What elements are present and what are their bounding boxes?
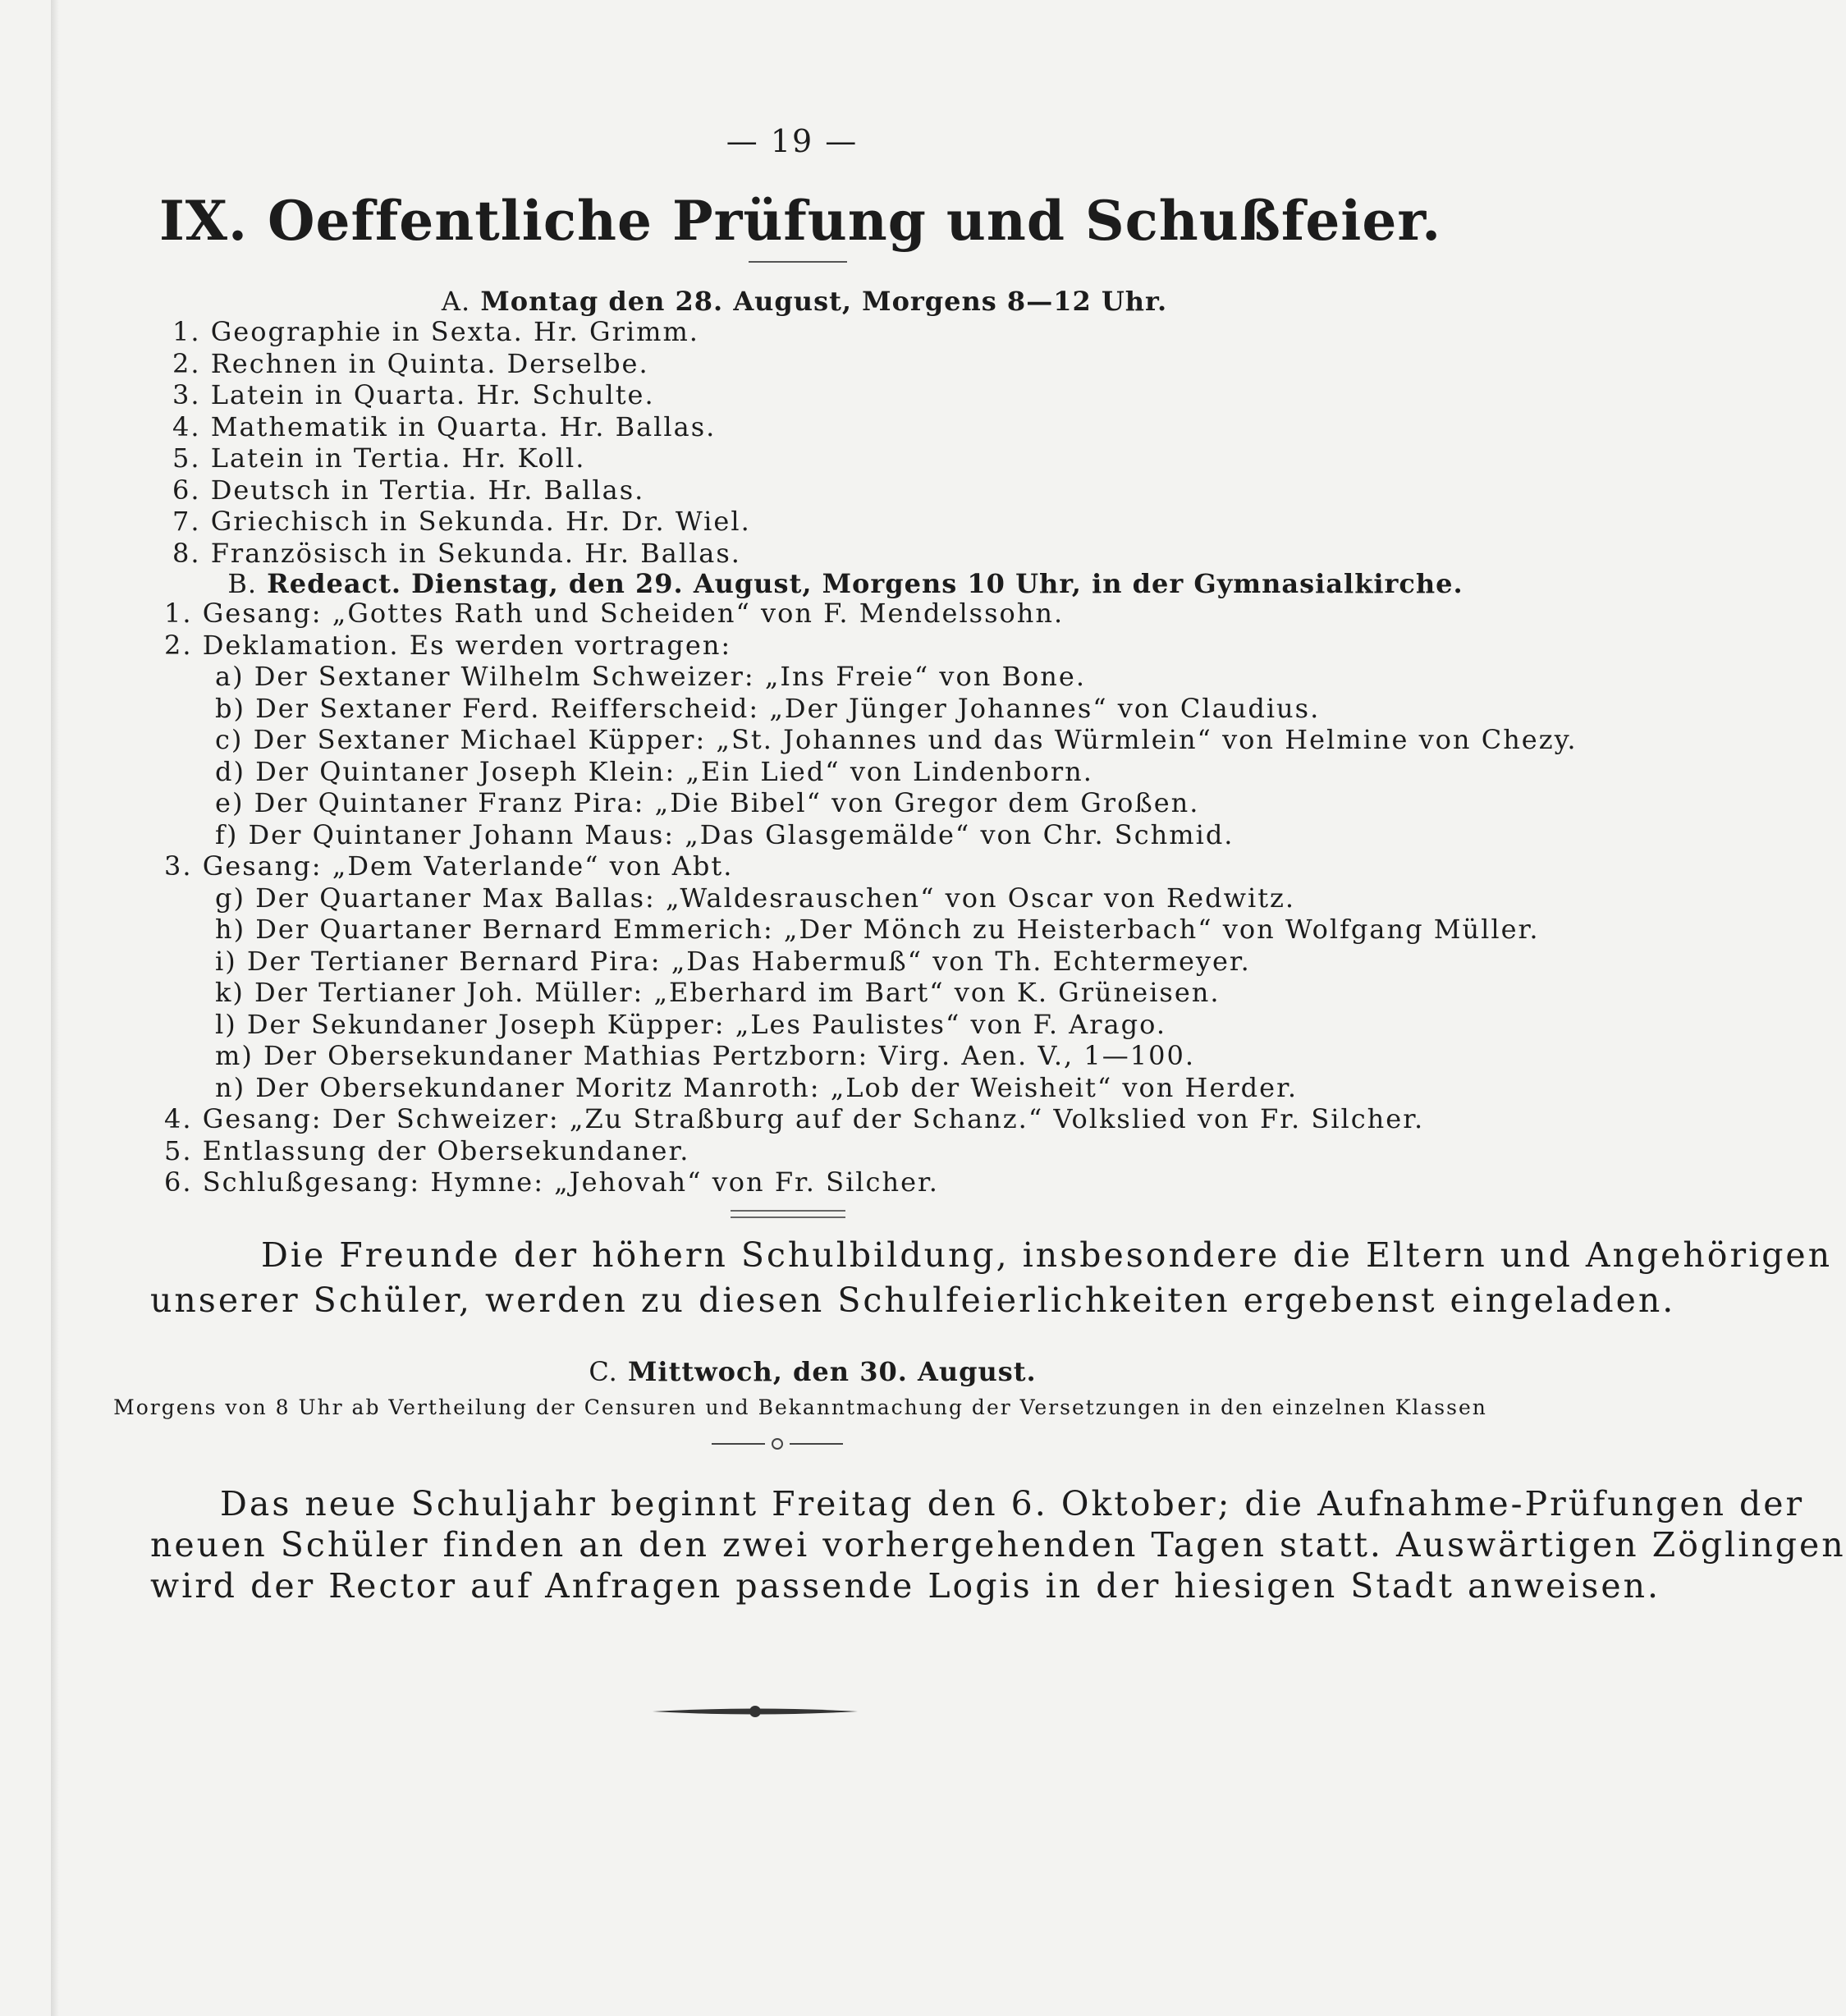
list-item xyxy=(172,316,699,347)
invitation-line-1: Die Freunde der höhern Schulbildung, insbesondere die Eltern und Angehörigen xyxy=(261,1235,1833,1275)
end-ornament xyxy=(648,1699,862,1724)
list-item-text: Deutsch in Tertia. Hr. Ballas. xyxy=(210,474,645,506)
list-item-number: 8. xyxy=(172,537,201,569)
list-item-number: 3. xyxy=(164,850,193,882)
list-item-text: Latein in Quarta. Hr. Schulte. xyxy=(210,379,655,410)
list-item-text: Der Sextaner Wilhelm Schweizer: „Ins Freie“ von Bone. xyxy=(254,661,1086,692)
list-item-number: n) xyxy=(215,1071,246,1103)
list-item-text: Der Quartaner Bernard Emmerich: „Der Mönch zu Heisterbach“ von Wolfgang Müller. xyxy=(255,914,1540,945)
closing-line-3: wird der Rector auf Anfragen passende Logis in der hiesigen Stadt anweisen. xyxy=(150,1566,1661,1606)
list-item xyxy=(215,693,1320,724)
list-item-number: 4. xyxy=(164,1103,193,1134)
list-item xyxy=(164,598,1064,629)
list-item xyxy=(164,1166,939,1198)
list-item-text: Gesang: „Dem Vaterlande“ von Abt. xyxy=(202,850,734,882)
title-rule xyxy=(749,261,847,263)
list-item xyxy=(215,724,1578,755)
list-item xyxy=(172,348,649,379)
list-item-text: Französisch in Sekunda. Hr. Ballas. xyxy=(210,537,741,569)
list-item-text: Der Quintaner Franz Pira: „Die Bibel“ von Gregor dem Großen. xyxy=(254,787,1200,818)
list-item-text: Der Tertianer Bernard Pira: „Das Habermuß“ von Th. Echtermeyer. xyxy=(246,945,1251,977)
list-item-number: k) xyxy=(215,977,245,1008)
list-item-number: e) xyxy=(215,787,245,818)
list-item-text: Entlassung der Obersekundaner. xyxy=(202,1134,690,1166)
list-item xyxy=(215,977,1221,1008)
list-item xyxy=(215,1072,1298,1103)
section-b-letter: B. xyxy=(227,568,258,599)
list-item-number: i) xyxy=(215,945,237,977)
list-item-number: 4. xyxy=(172,410,201,442)
list-item xyxy=(215,946,1251,977)
list-item-text: Gesang: „Gottes Rath und Scheiden“ von F. Mendelssohn. xyxy=(202,598,1065,629)
list-item-number: 7. xyxy=(172,506,201,537)
list-item-text: Griechisch in Sekunda. Hr. Dr. Wiel. xyxy=(210,506,751,537)
section-c-heading xyxy=(0,1356,1625,1387)
closing-line-2: neuen Schüler finden an den zwei vorhergehenden Tagen statt. Auswärtigen Zöglingen xyxy=(150,1525,1846,1565)
list-item-number: 5. xyxy=(164,1134,193,1166)
list-item xyxy=(215,1040,1195,1071)
list-item-text: Rechnen in Quinta. Derselbe. xyxy=(210,347,649,379)
list-item-text: Latein in Tertia. Hr. Koll. xyxy=(210,442,586,474)
invitation-line-2: unserer Schüler, werden zu diesen Schulfeierlichkeiten ergebenst eingeladen. xyxy=(150,1281,1676,1320)
list-item xyxy=(215,914,1539,945)
list-item-text: Gesang: Der Schweizer: „Zu Straßburg auf der Schanz.“ Volkslied von Fr. Silcher. xyxy=(202,1103,1425,1134)
list-item-number: 6. xyxy=(164,1166,193,1198)
list-item-number: 2. xyxy=(164,629,193,661)
section-title: IX. Oeffentliche Prüfung und Schußfeier. xyxy=(158,189,1442,253)
list-item-number: d) xyxy=(215,755,245,787)
list-item xyxy=(215,787,1199,818)
section-c-text: Morgens von 8 Uhr ab Vertheilung der Censuren und Bekanntmachung der Versetzungen in den einzelnen Klassen xyxy=(113,1395,1487,1419)
section-a-letter: A. xyxy=(441,286,471,317)
list-item-text: Der Tertianer Joh. Müller: „Eberhard im Bart“ von K. Grüneisen. xyxy=(254,977,1221,1008)
list-item xyxy=(172,442,585,474)
list-item-number: 5. xyxy=(172,442,201,474)
section-c-letter: C. xyxy=(589,1356,618,1387)
section-c-heading-text: Mittwoch, den 30. August. xyxy=(627,1356,1037,1387)
ornament-divider xyxy=(708,1435,847,1453)
list-item xyxy=(215,1009,1166,1040)
closing-line-1: Das neue Schuljahr beginnt Freitag den 6. Oktober; die Aufnahme-Prüfungen der xyxy=(220,1484,1805,1523)
list-item-text: Der Sextaner Ferd. Reifferscheid: „Der Jünger Johannes“ von Claudius. xyxy=(255,692,1321,724)
section-b-heading-text: Redeact. Dienstag, den 29. August, Morgens 10 Uhr, in der Gymnasialkirche. xyxy=(267,568,1464,599)
list-item xyxy=(172,411,716,442)
list-item-number: 3. xyxy=(172,379,201,410)
section-a-heading xyxy=(0,286,1609,317)
list-item-text: Der Quintaner Johann Maus: „Das Glasgemälde“ von Chr. Schmid. xyxy=(248,818,1234,850)
list-item xyxy=(215,882,1295,914)
list-item xyxy=(172,474,644,506)
list-item xyxy=(164,850,733,882)
list-item-number: 2. xyxy=(172,347,201,379)
list-item-number: 6. xyxy=(172,474,201,506)
list-item xyxy=(215,661,1086,692)
list-item-number: 1. xyxy=(172,316,201,347)
list-item xyxy=(215,819,1234,850)
list-item-number: l) xyxy=(215,1008,237,1040)
list-item-text: Mathematik in Quarta. Hr. Ballas. xyxy=(210,410,717,442)
list-item xyxy=(172,538,741,569)
list-item xyxy=(164,630,731,661)
list-item-text: Der Quintaner Joseph Klein: „Ein Lied“ von Lindenborn. xyxy=(255,755,1093,787)
list-item-number: b) xyxy=(215,692,245,724)
list-item-number: g) xyxy=(215,882,245,914)
list-item-text: Der Sextaner Michael Küpper: „St. Johannes und das Würmlein“ von Helmine von Chezy. xyxy=(253,724,1578,755)
list-item-number: m) xyxy=(215,1040,254,1071)
section-b-heading xyxy=(41,568,1650,599)
list-item xyxy=(164,1103,1424,1134)
double-rule-divider xyxy=(731,1210,845,1218)
list-item-text: Deklamation. Es werden vortragen: xyxy=(202,629,732,661)
list-item-text: Der Obersekundaner Moritz Manroth: „Lob der Weisheit“ von Herder. xyxy=(255,1071,1299,1103)
list-item-text: Schlußgesang: Hymne: „Jehovah“ von Fr. Silcher. xyxy=(202,1166,939,1198)
list-item xyxy=(164,1135,689,1166)
list-item-number: f) xyxy=(215,818,239,850)
list-item-text: Geographie in Sexta. Hr. Grimm. xyxy=(210,316,699,347)
list-item-text: Der Quartaner Max Ballas: „Waldesrauschen“ von Oscar von Redwitz. xyxy=(255,882,1296,914)
list-item-number: a) xyxy=(215,661,245,692)
list-item-number: c) xyxy=(215,724,244,755)
list-item xyxy=(172,506,751,537)
list-item-text: Der Obersekundaner Mathias Pertzborn: Virg. Aen. V., 1—100. xyxy=(263,1040,1195,1071)
list-item-number: h) xyxy=(215,914,246,945)
page-number: — 19 — xyxy=(726,123,859,159)
section-a-heading-text: Montag den 28. August, Morgens 8—12 Uhr. xyxy=(480,286,1168,317)
list-item xyxy=(172,379,655,410)
list-item-text: Der Sekundaner Joseph Küpper: „Les Paulistes“ von F. Arago. xyxy=(246,1008,1166,1040)
list-item xyxy=(215,756,1093,787)
list-item-number: 1. xyxy=(164,598,193,629)
